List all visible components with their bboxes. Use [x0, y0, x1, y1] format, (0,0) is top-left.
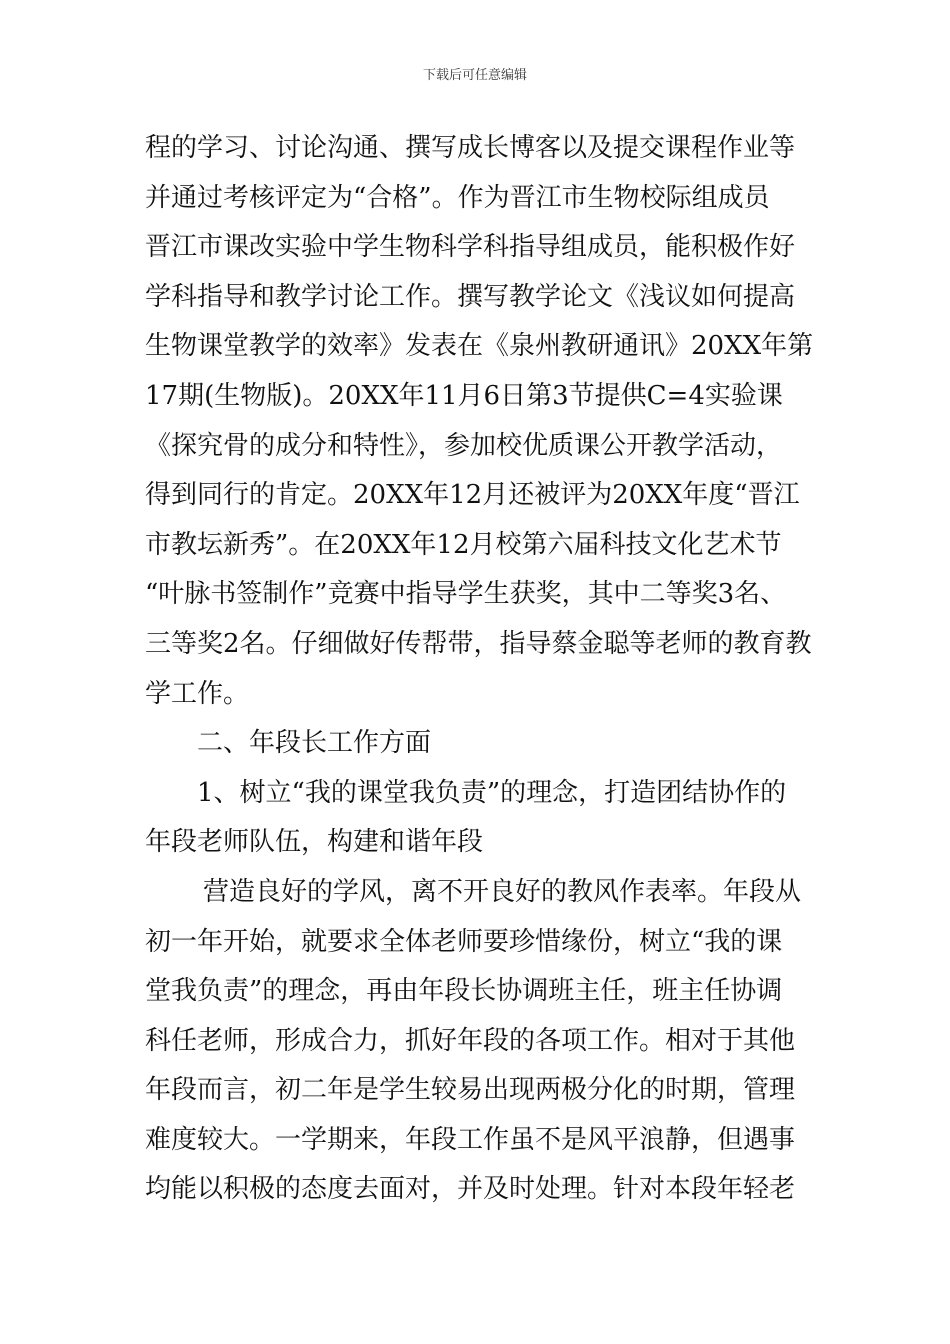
text-line: 市教坛新秀”。在20XX年12月校第六届科技文化艺术节: [145, 529, 782, 560]
text-line: 科任老师，形成合力，抓好年段的各项工作。相对于其他: [145, 1025, 796, 1056]
text-line: 年段老师队伍，构建和谐年段: [145, 827, 484, 858]
text-line: 《探究骨的成分和特性》，参加校优质课公开教学活动，: [145, 430, 783, 461]
text-line: 生物课堂教学的效率》发表在《泉州教研通讯》20XX年第: [145, 331, 814, 362]
text-line: 并通过考核评定为“合格”。作为晋江市生物校际组成员: [145, 182, 770, 213]
text-line: 17期(生物版)。20XX年11月6日第3节提供C=4实验课: [145, 380, 783, 411]
text-line: 学科指导和教学讨论工作。撰写教学论文《浅议如何提高: [145, 281, 796, 312]
text-line: 得到同行的肯定。20XX年12月还被评为20XX年度“晋江: [145, 480, 800, 511]
text-line: “叶脉书签制作”竞赛中指导学生获奖，其中二等奖3名、: [145, 579, 787, 610]
subsection-heading: 1、树立“我的课堂我负责”的理念，打造团结协作的: [197, 777, 787, 808]
text-line: 营造良好的学风，离不开良好的教风作表率。年段从: [203, 876, 802, 907]
document-body: [145, 124, 815, 1215]
text-line: 年段而言，初二年是学生较易出现两极分化的时期，管理: [145, 1075, 796, 1106]
section-heading: 二、年段长工作方面: [197, 728, 432, 759]
page-header: 下载后可任意编辑: [422, 68, 527, 83]
text-line: 学工作。: [145, 678, 250, 709]
text-line: 堂我负责”的理念，再由年段长协调班主任，班主任协调: [145, 976, 783, 1007]
text-line: 三等奖2名。仔细做好传帮带，指导蔡金聪等老师的教育教: [145, 628, 812, 659]
text-line: 均能以积极的态度去面对，并及时处理。针对本段年轻老: [145, 1174, 796, 1205]
text-line: 难度较大。一学期来，年段工作虽不是风平浪静，但遇事: [145, 1124, 796, 1155]
text-line: 初一年开始，就要求全体老师要珍惜缘份，树立“我的课: [145, 926, 783, 957]
text-line: 晋江市课改实验中学生物科学科指导组成员，能积极作好: [145, 232, 796, 263]
text-line: 程的学习、讨论沟通、撰写成长博客以及提交课程作业等: [145, 133, 796, 163]
